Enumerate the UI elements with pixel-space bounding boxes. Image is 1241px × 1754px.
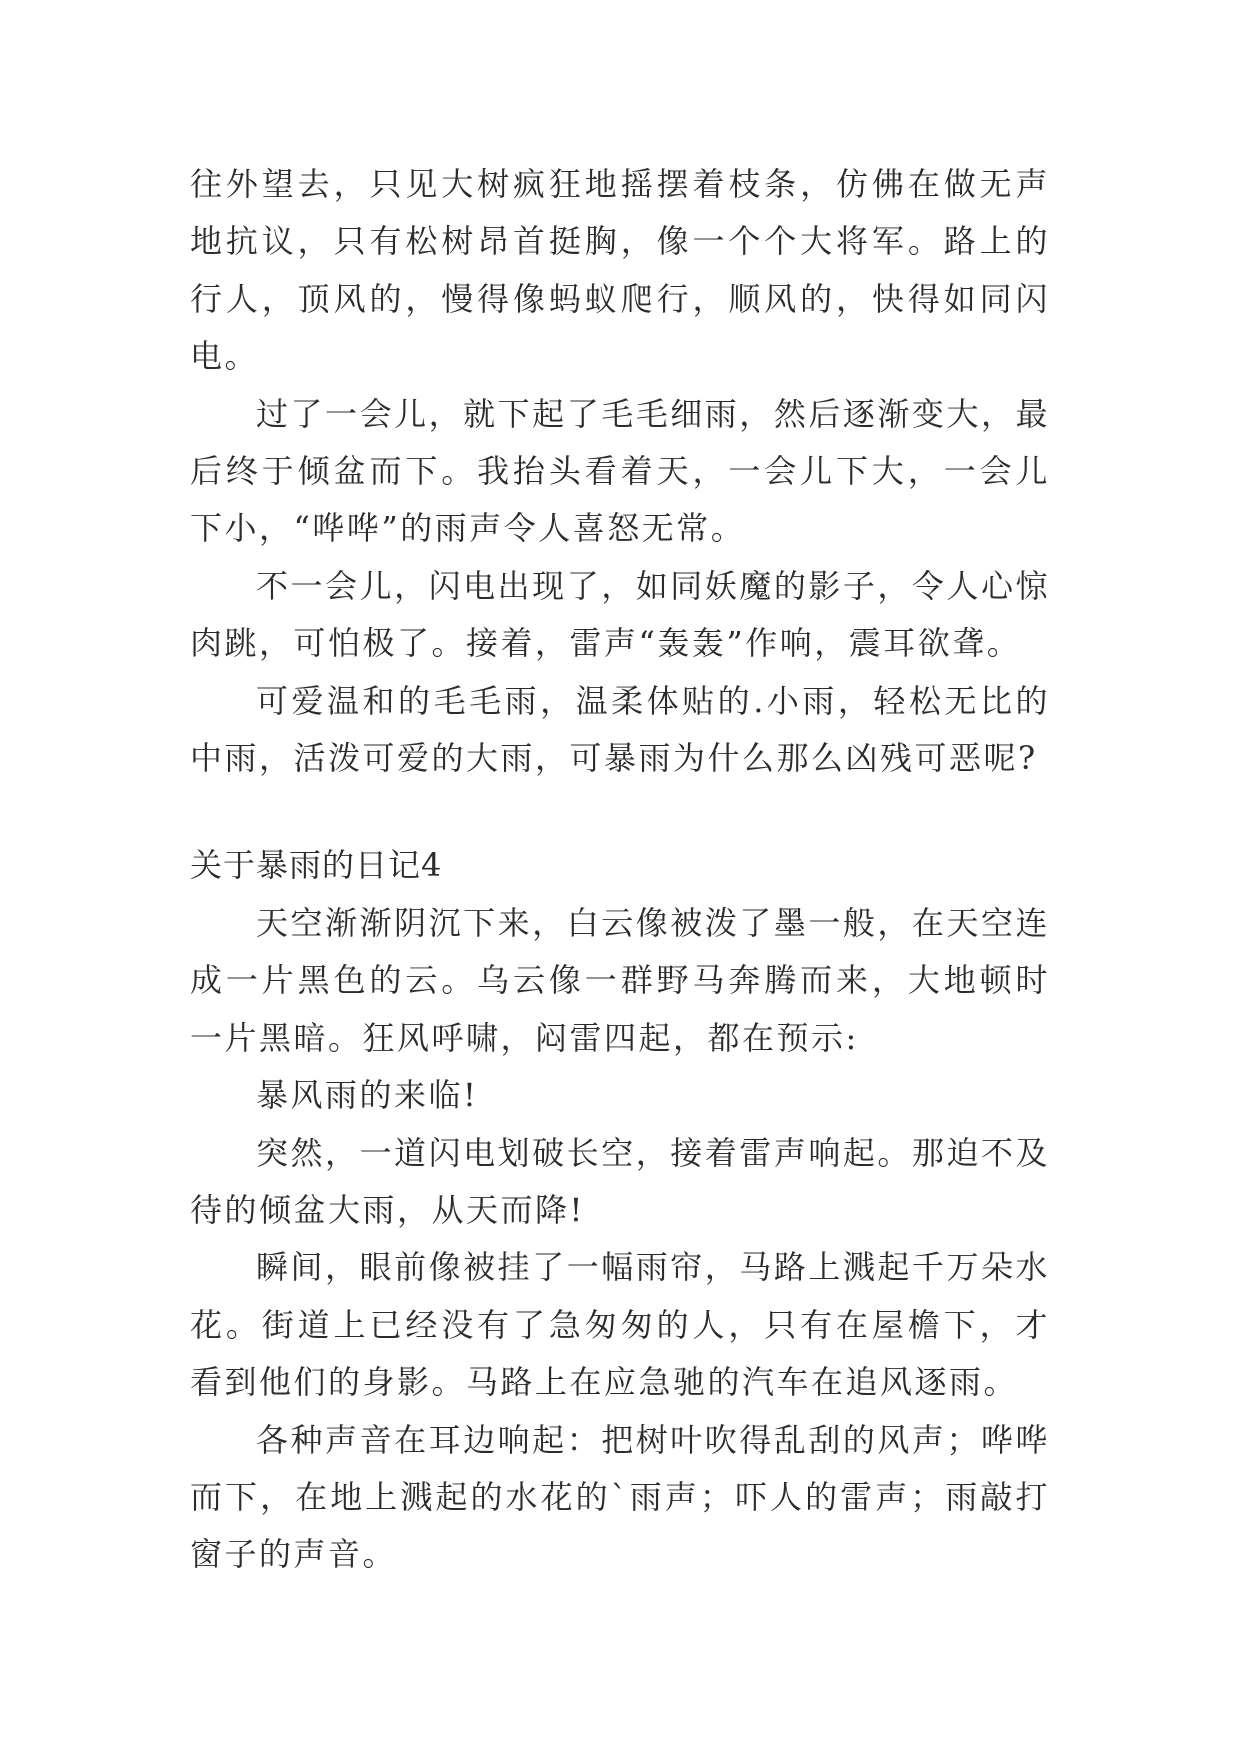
paragraph: 瞬间，眼前像被挂了一幅雨帘，马路上溅起千万朵水花。街道上已经没有了急匆匆的人，只有在屋檐下，才看到他们的身影。马路上在应急驰的汽车在追风逐雨。 — [190, 1248, 1050, 1402]
paragraph: 突然，一道闪电划破长空，接着雷声响起。那迫不及待的倾盆大雨，从天而降! — [190, 1133, 1050, 1229]
paragraph: 过了一会儿，就下起了毛毛细雨，然后逐渐变大，最后终于倾盆而下。我抬头看着天，一会儿下大，一会儿下小，“哗哗”的雨声令人喜怒无常。 — [190, 394, 1050, 548]
document-page — [190, 0, 1050, 1754]
paragraph: 暴风雨的来临! — [256, 1076, 479, 1115]
paragraph: 不一会儿，闪电出现了，如同妖魔的影子，令人心惊肉跳，可怕极了。接着，雷声“轰轰”作响，震耳欲聋。 — [190, 566, 1050, 663]
section-heading: 关于暴雨的日记4 — [190, 846, 443, 885]
paragraph: 各种声音在耳边响起：把树叶吹得乱刮的风声；哗哗而下，在地上溅起的水花的`雨声；吓人的雷声；雨敲打窗子的声音。 — [190, 1420, 1050, 1574]
paragraph: 往外望去，只见大树疯狂地摇摆着枝条，仿佛在做无声地抗议，只有松树昂首挺胸，像一个个大将军。路上的行人，顶风的，慢得像蚂蚁爬行，顺风的，快得如同闪电。 — [190, 165, 1050, 376]
paragraph: 天空渐渐阴沉下来，白云像被泼了墨一般，在天空连成一片黑色的云。乌云像一群野马奔腾而来，大地顿时一片黑暗。狂风呼啸，闷雷四起，都在预示: — [190, 903, 1050, 1057]
document-body — [190, 156, 1050, 1584]
paragraph: 可爱温和的毛毛雨，温柔体贴的.小雨，轻松无比的中雨，活泼可爱的大雨，可暴雨为什么那么凶残可恶呢? — [190, 681, 1050, 778]
